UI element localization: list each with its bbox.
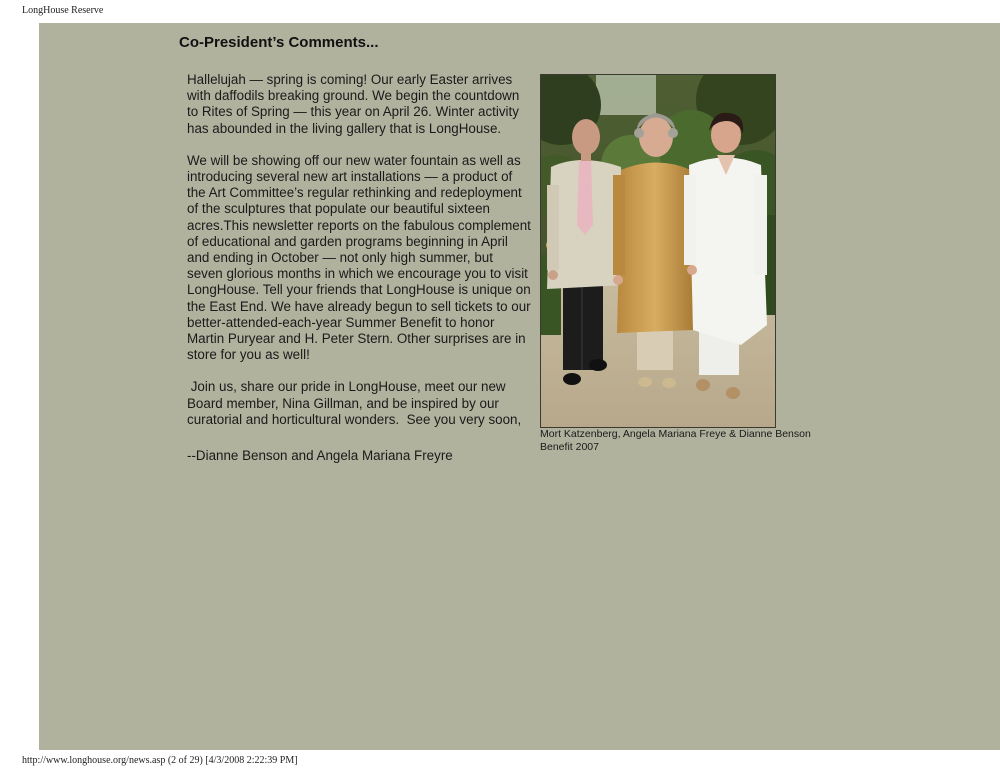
benefit-photo [540,74,776,428]
article-signature: --Dianne Benson and Angela Mariana Freyre [187,448,453,464]
photo-caption [540,428,840,453]
section-heading: Co-President’s Comments... [179,34,379,51]
article-paragraph-1: Hallelujah — spring is coming! Our early Easter arrives with daffodils breaking ground. We begin the countdown to Rites of Spring — this year on April 26. Winter activity has abounded in the living gallery that is LongHouse. [187,72,520,136]
article-paragraph-3: Join us, share our pride in LongHouse, meet our new Board member, Nina Gillman, and be inspired by our curatorial and horticultural wonders. See you very soon, [187,379,522,427]
photo-caption-names: Mort Katzenberg, Angela Mariana Freye & Dianne Benson [540,428,811,440]
photo-caption-event: Benefit 2007 [540,440,599,453]
print-footer-url: http://www.longhouse.org/news.asp (2 of 29) [4/3/2008 2:22:39 PM] [22,755,298,766]
print-header-title: LongHouse Reserve [22,5,104,16]
article-paragraph-2: We will be showing off our new water fountain as well as introducing several new art installations — a product of the Art Committee’s regular rethinking and redeployment of the sculptures that populate our beautiful sixteen acres.This newsletter reports on the fabulous complement of educational and garden programs beginning in April and ending in October — not only high summer, but seven glorious months in which we encourage you to visit LongHouse. Tell your friends that LongHouse is unique on the East End. We have already begun to sell tickets to our better-attended-each-year Summer Benefit to honor Martin Puryear and H. Peter Stern. Other surprises are in store for you as well! [187,152,531,363]
content-panel [39,23,1000,750]
article-body [187,72,532,480]
